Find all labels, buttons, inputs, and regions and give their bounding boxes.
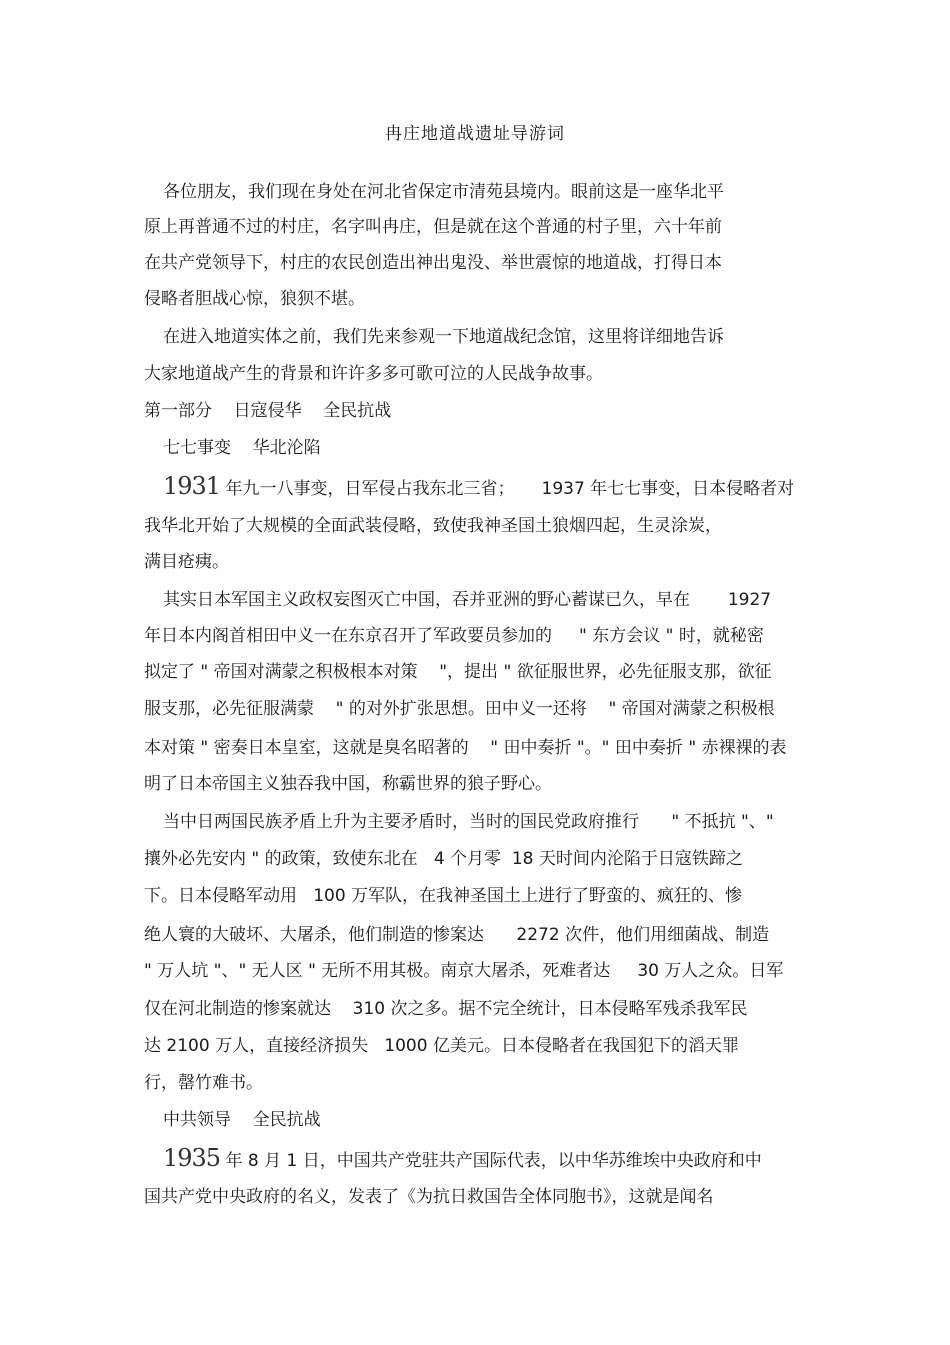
paragraph-line-1935	[163, 1146, 762, 1173]
paragraph-line-text: 年 8 月 1 日，中国共产党驻共产国际代表，以中华苏维埃中央政府和中	[225, 1151, 762, 1171]
paragraph-line: " 万人坑 "、" 无人区 " 无所不用其极。南京大屠杀，死难者达 30 万人之众。日军	[144, 961, 784, 981]
paragraph-line: 下。日本侵略军动用 100 万军队，在我神圣国土上进行了野蛮的、疯狂的、惨	[144, 886, 743, 906]
paragraph-line: 仅在河北制造的惨案就达 310 次之多。据不完全统计，日本侵略军残杀我军民	[144, 999, 748, 1019]
paragraph-line: 服支那，必先征服满蒙 " 的对外扩张思想。田中义一还将 " 帝国对满蒙之积极根	[144, 699, 775, 719]
paragraph-line: 年日本内阁首相田中义一在东京召开了军政要员参加的 " 东方会议 " 时，就秘密	[144, 626, 764, 646]
paragraph-line: 在共产党领导下，村庄的农民创造出神出鬼没、举世震惊的地道战，打得日本	[144, 253, 722, 273]
paragraph-line: 本对策 " 密奏日本皇室，这就是臭名昭著的 " 田中奏折 "。" 田中奏折 " 赤裸裸的表	[144, 738, 787, 758]
paragraph-line: 绝人寰的大破坏、大屠杀，他们制造的惨案达 2272 次件，他们用细菌战、制造	[144, 925, 770, 945]
document-title: 冉庄地道战遗址导游词	[385, 124, 565, 144]
paragraph-line: 当中日两国民族矛盾上升为主要矛盾时，当时的国民党政府推行 " 不抵抗 "、"	[163, 812, 774, 832]
paragraph-line: 我华北开始了大规模的全面武装侵略，致使我神圣国土狼烟四起，生灵涂炭，	[144, 516, 722, 536]
paragraph-line: 攘外必先安内 " 的政策，致使东北在 4 个月零 18 天时间内沦陷于日寇铁蹄之	[144, 849, 743, 869]
paragraph-line: 国共产党中央政府的名义，发表了《为抗日救国告全体同胞书》，这就是闻名	[144, 1187, 714, 1207]
paragraph-line: 原上再普通不过的村庄，名字叫冉庄，但是就在这个普通的村子里，六十年前	[144, 217, 722, 237]
paragraph-line: 其实日本军国主义政权妄图灭亡中国，吞并亚洲的野心蓄谋已久，早在 1927	[163, 590, 772, 610]
paragraph-line: 行，罄竹难书。	[144, 1073, 263, 1093]
subsection-heading: 七七事变 华北沦陷	[163, 438, 321, 458]
year-1931: 1931	[163, 472, 221, 500]
paragraph-line: 在进入地道实体之前，我们先来参观一下地道战纪念馆，这里将详细地告诉	[163, 327, 724, 347]
paragraph-line-1931	[163, 474, 794, 501]
paragraph-line: 拟定了 " 帝国对满蒙之积极根本对策 "，提出 " 欲征服世界，必先征服支那，欲征	[144, 662, 772, 682]
paragraph-line: 满目疮痍。	[144, 552, 229, 572]
section-heading: 第一部分 日寇侵华 全民抗战	[144, 401, 392, 421]
subsection-heading: 中共领导 全民抗战	[163, 1110, 321, 1130]
paragraph-line: 侵略者胆战心惊，狼狈不堪。	[144, 289, 365, 309]
paragraph-line: 达 2100 万人，直接经济损失 1000 亿美元。日本侵略者在我国犯下的滔天罪	[144, 1036, 739, 1056]
paragraph-line-text: 年九一八事变，日军侵占我东北三省； 1937 年七七事变，日本侵略者对	[225, 479, 795, 499]
paragraph-line: 明了日本帝国主义独吞我中国，称霸世界的狼子野心。	[144, 774, 552, 794]
year-1935: 1935	[163, 1144, 221, 1172]
paragraph-line: 各位朋友，我们现在身处在河北省保定市清苑县境内。眼前这是一座华北平	[163, 182, 724, 202]
paragraph-line: 大家地道战产生的背景和许许多多可歌可泣的人民战争故事。	[144, 364, 603, 384]
